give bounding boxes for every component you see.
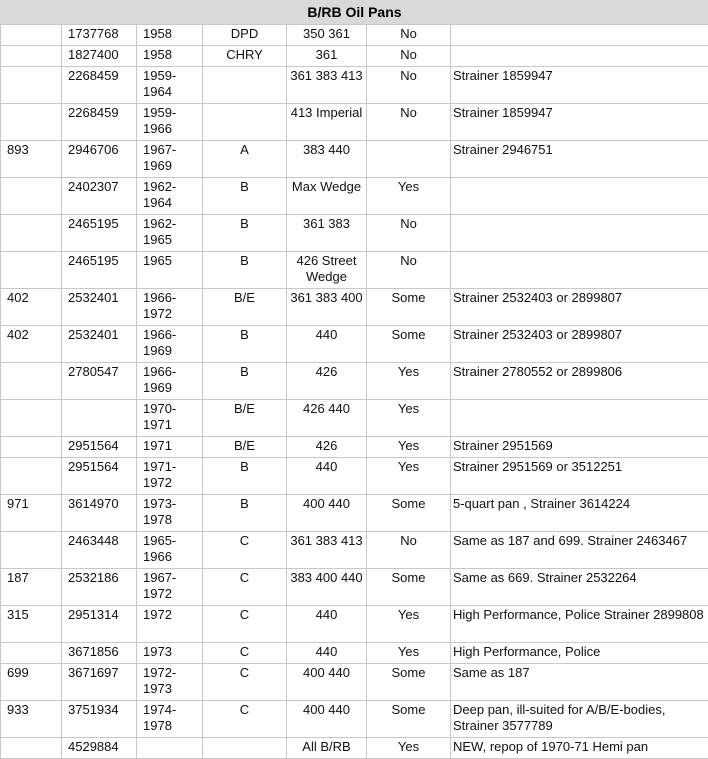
years-cell: 1962-1965 xyxy=(137,215,203,252)
windage-cell: Some xyxy=(367,289,451,326)
windage-cell: Yes xyxy=(367,738,451,759)
years-cell: 1962-1964 xyxy=(137,178,203,215)
body-cell: DPD xyxy=(203,25,287,46)
part-number-cell: 2951314 xyxy=(62,606,137,643)
engines-cell: 361 xyxy=(287,46,367,67)
notes-cell: Deep pan, ill-suited for A/B/E-bodies, Strainer 3577789 xyxy=(451,701,708,738)
body-cell: B xyxy=(203,252,287,289)
engines-cell: 350 361 xyxy=(287,25,367,46)
engines-cell: Max Wedge xyxy=(287,178,367,215)
notes-cell xyxy=(451,400,708,437)
engines-cell: 426 440 xyxy=(287,400,367,437)
casting-number-cell: 187 xyxy=(1,569,62,606)
part-number-cell xyxy=(62,400,137,437)
engines-cell: 426 xyxy=(287,437,367,458)
body-cell: C xyxy=(203,664,287,701)
windage-cell: Yes xyxy=(367,458,451,495)
part-number-cell: 2532401 xyxy=(62,289,137,326)
casting-number-cell xyxy=(1,363,62,400)
engines-cell: 361 383 413 xyxy=(287,67,367,104)
windage-cell: No xyxy=(367,25,451,46)
body-cell xyxy=(203,67,287,104)
part-number-cell: 3671697 xyxy=(62,664,137,701)
body-cell: B/E xyxy=(203,289,287,326)
body-cell: B/E xyxy=(203,437,287,458)
notes-cell xyxy=(451,215,708,252)
casting-number-cell: 315 xyxy=(1,606,62,643)
table-body xyxy=(1,25,708,759)
notes-cell: Same as 669. Strainer 2532264 xyxy=(451,569,708,606)
part-number-cell: 1827400 xyxy=(62,46,137,67)
engines-cell: 361 383 xyxy=(287,215,367,252)
notes-cell: Strainer 1859947 xyxy=(451,104,708,141)
notes-cell: Strainer 2951569 or 3512251 xyxy=(451,458,708,495)
casting-number-cell xyxy=(1,178,62,215)
casting-number-cell: 933 xyxy=(1,701,62,738)
part-number-cell: 3671856 xyxy=(62,643,137,664)
windage-cell: No xyxy=(367,67,451,104)
part-number-cell: 3751934 xyxy=(62,701,137,738)
casting-number-cell xyxy=(1,252,62,289)
part-number-cell: 2951564 xyxy=(62,437,137,458)
years-cell: 1967-1969 xyxy=(137,141,203,178)
body-cell: A xyxy=(203,141,287,178)
table-row xyxy=(1,400,708,437)
body-cell: B/E xyxy=(203,400,287,437)
table-row xyxy=(1,25,708,46)
body-cell: B xyxy=(203,363,287,400)
table-row xyxy=(1,215,708,252)
table-row xyxy=(1,664,708,701)
casting-number-cell xyxy=(1,458,62,495)
years-cell: 1965 xyxy=(137,252,203,289)
years-cell: 1958 xyxy=(137,46,203,67)
notes-cell xyxy=(451,178,708,215)
part-number-cell: 4529884 xyxy=(62,738,137,759)
engines-cell: 440 xyxy=(287,606,367,643)
part-number-cell: 2463448 xyxy=(62,532,137,569)
years-cell: 1959-1966 xyxy=(137,104,203,141)
years-cell: 1958 xyxy=(137,25,203,46)
body-cell: C xyxy=(203,701,287,738)
part-number-cell: 2465195 xyxy=(62,252,137,289)
engines-cell: 426 Street Wedge xyxy=(287,252,367,289)
body-cell: B xyxy=(203,326,287,363)
windage-cell: Some xyxy=(367,664,451,701)
notes-cell: Strainer 1859947 xyxy=(451,67,708,104)
table-row xyxy=(1,363,708,400)
casting-number-cell: 402 xyxy=(1,326,62,363)
engines-cell: 400 440 xyxy=(287,701,367,738)
notes-cell: Strainer 2532403 or 2899807 xyxy=(451,289,708,326)
casting-number-cell: 402 xyxy=(1,289,62,326)
table-row xyxy=(1,141,708,178)
notes-cell xyxy=(451,252,708,289)
body-cell: B xyxy=(203,178,287,215)
engines-cell: All B/RB xyxy=(287,738,367,759)
notes-cell: NEW, repop of 1970-71 Hemi pan xyxy=(451,738,708,759)
years-cell: 1966-1972 xyxy=(137,289,203,326)
casting-number-cell xyxy=(1,46,62,67)
windage-cell: No xyxy=(367,46,451,67)
part-number-cell: 2780547 xyxy=(62,363,137,400)
table-row xyxy=(1,701,708,738)
windage-cell: Yes xyxy=(367,400,451,437)
casting-number-cell xyxy=(1,25,62,46)
windage-cell: Yes xyxy=(367,606,451,643)
casting-number-cell xyxy=(1,215,62,252)
notes-cell: Same as 187 xyxy=(451,664,708,701)
years-cell: 1959-1964 xyxy=(137,67,203,104)
body-cell: CHRY xyxy=(203,46,287,67)
table-row xyxy=(1,289,708,326)
casting-number-cell xyxy=(1,532,62,569)
windage-cell: No xyxy=(367,532,451,569)
windage-cell: No xyxy=(367,104,451,141)
notes-cell: High Performance, Police Strainer 2899808 xyxy=(451,606,708,643)
engines-cell: 400 440 xyxy=(287,495,367,532)
windage-cell: No xyxy=(367,252,451,289)
casting-number-cell: 971 xyxy=(1,495,62,532)
body-cell: C xyxy=(203,606,287,643)
part-number-cell: 2951564 xyxy=(62,458,137,495)
table-row xyxy=(1,738,708,759)
years-cell: 1966-1969 xyxy=(137,326,203,363)
part-number-cell: 2946706 xyxy=(62,141,137,178)
notes-cell: 5-quart pan , Strainer 3614224 xyxy=(451,495,708,532)
casting-number-cell xyxy=(1,104,62,141)
engines-cell: 383 440 xyxy=(287,141,367,178)
body-cell: B xyxy=(203,458,287,495)
windage-cell: Yes xyxy=(367,643,451,664)
engines-cell: 440 xyxy=(287,458,367,495)
table-row xyxy=(1,46,708,67)
notes-cell: Strainer 2946751 xyxy=(451,141,708,178)
notes-cell xyxy=(451,46,708,67)
years-cell: 1971 xyxy=(137,437,203,458)
body-cell: C xyxy=(203,643,287,664)
body-cell: C xyxy=(203,569,287,606)
part-number-cell: 1737768 xyxy=(62,25,137,46)
body-cell: B xyxy=(203,215,287,252)
table-row xyxy=(1,178,708,215)
years-cell: 1972 xyxy=(137,606,203,643)
engines-cell: 400 440 xyxy=(287,664,367,701)
years-cell: 1967-1972 xyxy=(137,569,203,606)
engines-cell: 413 Imperial xyxy=(287,104,367,141)
table-title: B/RB Oil Pans xyxy=(0,0,708,24)
engines-cell: 383 400 440 xyxy=(287,569,367,606)
years-cell: 1972-1973 xyxy=(137,664,203,701)
table-row xyxy=(1,67,708,104)
notes-cell: High Performance, Police xyxy=(451,643,708,664)
years-cell: 1971-1972 xyxy=(137,458,203,495)
table-row xyxy=(1,104,708,141)
years-cell: 1973 xyxy=(137,643,203,664)
notes-cell: Strainer 2951569 xyxy=(451,437,708,458)
years-cell: 1970-1971 xyxy=(137,400,203,437)
engines-cell: 440 xyxy=(287,643,367,664)
part-number-cell: 3614970 xyxy=(62,495,137,532)
engines-cell: 440 xyxy=(287,326,367,363)
table-row xyxy=(1,252,708,289)
windage-cell: No xyxy=(367,215,451,252)
part-number-cell: 2268459 xyxy=(62,67,137,104)
casting-number-cell xyxy=(1,400,62,437)
notes-cell xyxy=(451,25,708,46)
part-number-cell: 2532401 xyxy=(62,326,137,363)
table-row xyxy=(1,532,708,569)
body-cell xyxy=(203,104,287,141)
windage-cell: Some xyxy=(367,701,451,738)
notes-cell: Strainer 2532403 or 2899807 xyxy=(451,326,708,363)
notes-cell: Strainer 2780552 or 2899806 xyxy=(451,363,708,400)
years-cell xyxy=(137,738,203,759)
years-cell: 1973-1978 xyxy=(137,495,203,532)
windage-cell: Some xyxy=(367,326,451,363)
engines-cell: 426 xyxy=(287,363,367,400)
part-number-cell: 2465195 xyxy=(62,215,137,252)
table-row xyxy=(1,606,708,643)
part-number-cell: 2532186 xyxy=(62,569,137,606)
casting-number-cell xyxy=(1,437,62,458)
windage-cell: Yes xyxy=(367,363,451,400)
table-row xyxy=(1,495,708,532)
years-cell: 1965-1966 xyxy=(137,532,203,569)
engines-cell: 361 383 400 xyxy=(287,289,367,326)
table-row xyxy=(1,458,708,495)
windage-cell: Yes xyxy=(367,437,451,458)
table-row xyxy=(1,569,708,606)
years-cell: 1974-1978 xyxy=(137,701,203,738)
casting-number-cell xyxy=(1,738,62,759)
body-cell xyxy=(203,738,287,759)
engines-cell: 361 383 413 xyxy=(287,532,367,569)
part-number-cell: 2402307 xyxy=(62,178,137,215)
casting-number-cell: 893 xyxy=(1,141,62,178)
windage-cell: Some xyxy=(367,495,451,532)
windage-cell xyxy=(367,141,451,178)
casting-number-cell xyxy=(1,643,62,664)
body-cell: B xyxy=(203,495,287,532)
table-row xyxy=(1,437,708,458)
casting-number-cell xyxy=(1,67,62,104)
notes-cell: Same as 187 and 699. Strainer 2463467 xyxy=(451,532,708,569)
windage-cell: Some xyxy=(367,569,451,606)
table-row xyxy=(1,326,708,363)
table-row xyxy=(1,643,708,664)
years-cell: 1966-1969 xyxy=(137,363,203,400)
body-cell: C xyxy=(203,532,287,569)
windage-cell: Yes xyxy=(367,178,451,215)
part-number-cell: 2268459 xyxy=(62,104,137,141)
casting-number-cell: 699 xyxy=(1,664,62,701)
